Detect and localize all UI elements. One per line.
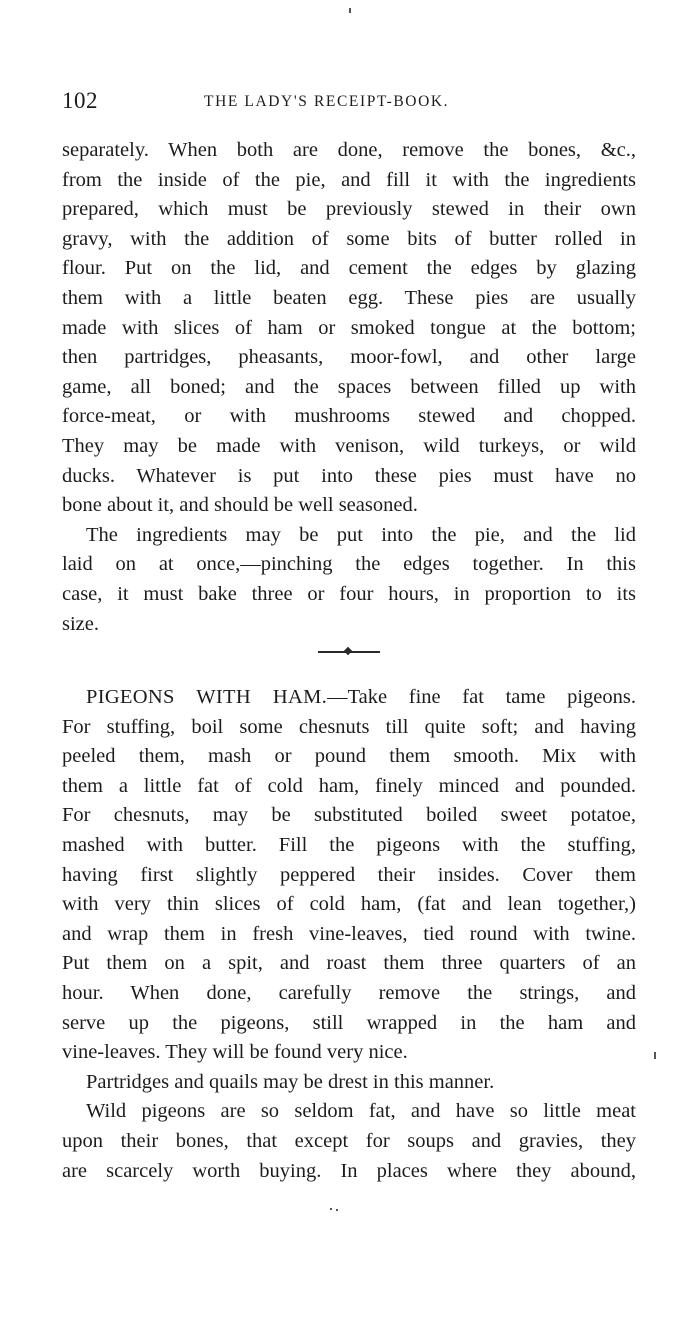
running-title: THE LADY'S RECEIPT-BOOK.	[204, 93, 450, 110]
paragraph	[62, 521, 636, 639]
text-line: Partridges and quails may be drest in this manner.	[86, 1070, 495, 1093]
text-line: them a little fat of cold ham, finely minced and pounded.	[62, 774, 636, 797]
body-text	[62, 136, 636, 1186]
print-speck	[654, 1052, 656, 1059]
text-line: and wrap them in fresh vine-leaves, tied round with twine.	[62, 922, 636, 945]
text-line: Put them on a spit, and roast them three quarters of an	[62, 952, 636, 975]
text-line: For chesnuts, may be substituted boiled sweet potatoe,	[62, 804, 636, 827]
text-line: upon their bones, that except for soups and gravies, they	[62, 1130, 636, 1152]
text-line: separately. When both are done, remove the bones, &c.,	[62, 139, 636, 161]
text-line: They may be made with venison, wild turkeys, or wild	[62, 434, 636, 457]
text-line: hour. When done, carefully remove the strings, and	[62, 982, 636, 1005]
text-line: peeled them, mash or pound them smooth. Mix with	[62, 745, 636, 768]
text-line: game, all boned; and the spaces between filled up with	[62, 375, 636, 398]
text-line: ducks. Whatever is put into these pies must have no	[62, 464, 636, 487]
diamond-ornament-icon	[344, 647, 352, 655]
print-speck	[336, 1209, 338, 1211]
text-line: prepared, which must be previously stewed in their own	[62, 198, 636, 221]
paragraph	[62, 1068, 636, 1098]
recipe-first-line	[62, 683, 636, 713]
text-line: force-meat, or with mushrooms stewed and chopped.	[62, 405, 636, 428]
text-line: bone about it, and should be well seasoned.	[62, 494, 418, 517]
text-line: case, it must bake three or four hours, in proportion to its	[62, 582, 636, 605]
text-line: gravy, with the addition of some bits of butter rolled in	[62, 227, 636, 250]
recipe-title: PIGEONS WITH HAM.	[86, 686, 328, 709]
page-header	[62, 88, 652, 118]
recipe-first-line-text: —Take fine fat tame pigeons.	[327, 686, 636, 709]
text-line: made with slices of ham or smoked tongue at the bottom;	[62, 316, 636, 339]
text-line: from the inside of the pie, and fill it with the ingredients	[62, 168, 636, 191]
page-number: 102	[62, 88, 98, 113]
text-line: laid on at once,—pinching the edges together. In this	[62, 553, 636, 576]
section-divider	[62, 639, 636, 669]
text-line: having first slightly peppered their insides. Cover them	[62, 863, 636, 886]
text-line: The ingredients may be put into the pie, and the lid	[86, 523, 636, 546]
text-line: are scarcely worth buying. In places where they abound,	[62, 1159, 636, 1182]
text-line: flour. Put on the lid, and cement the edges by glazing	[62, 257, 636, 280]
text-line: vine-leaves. They will be found very nice.	[62, 1041, 408, 1064]
text-line: with very thin slices of cold ham, (fat and lean together,)	[62, 893, 636, 916]
text-line: Wild pigeons are so seldom fat, and have so little meat	[86, 1100, 636, 1123]
paragraph	[62, 1097, 636, 1186]
text-line: then partridges, pheasants, moor-fowl, and other large	[62, 346, 636, 369]
print-speck	[330, 1208, 332, 1210]
text-line: mashed with butter. Fill the pigeons with the stuffing,	[62, 834, 636, 857]
text-line: serve up the pigeons, still wrapped in the ham and	[62, 1011, 636, 1034]
text-line: size.	[62, 612, 99, 635]
paragraph	[62, 136, 636, 521]
recipe-paragraph	[62, 683, 636, 1068]
print-speck	[349, 8, 351, 13]
text-line: For stuffing, boil some chesnuts till quite soft; and having	[62, 715, 636, 738]
text-line: them with a little beaten egg. These pies are usually	[62, 286, 636, 309]
